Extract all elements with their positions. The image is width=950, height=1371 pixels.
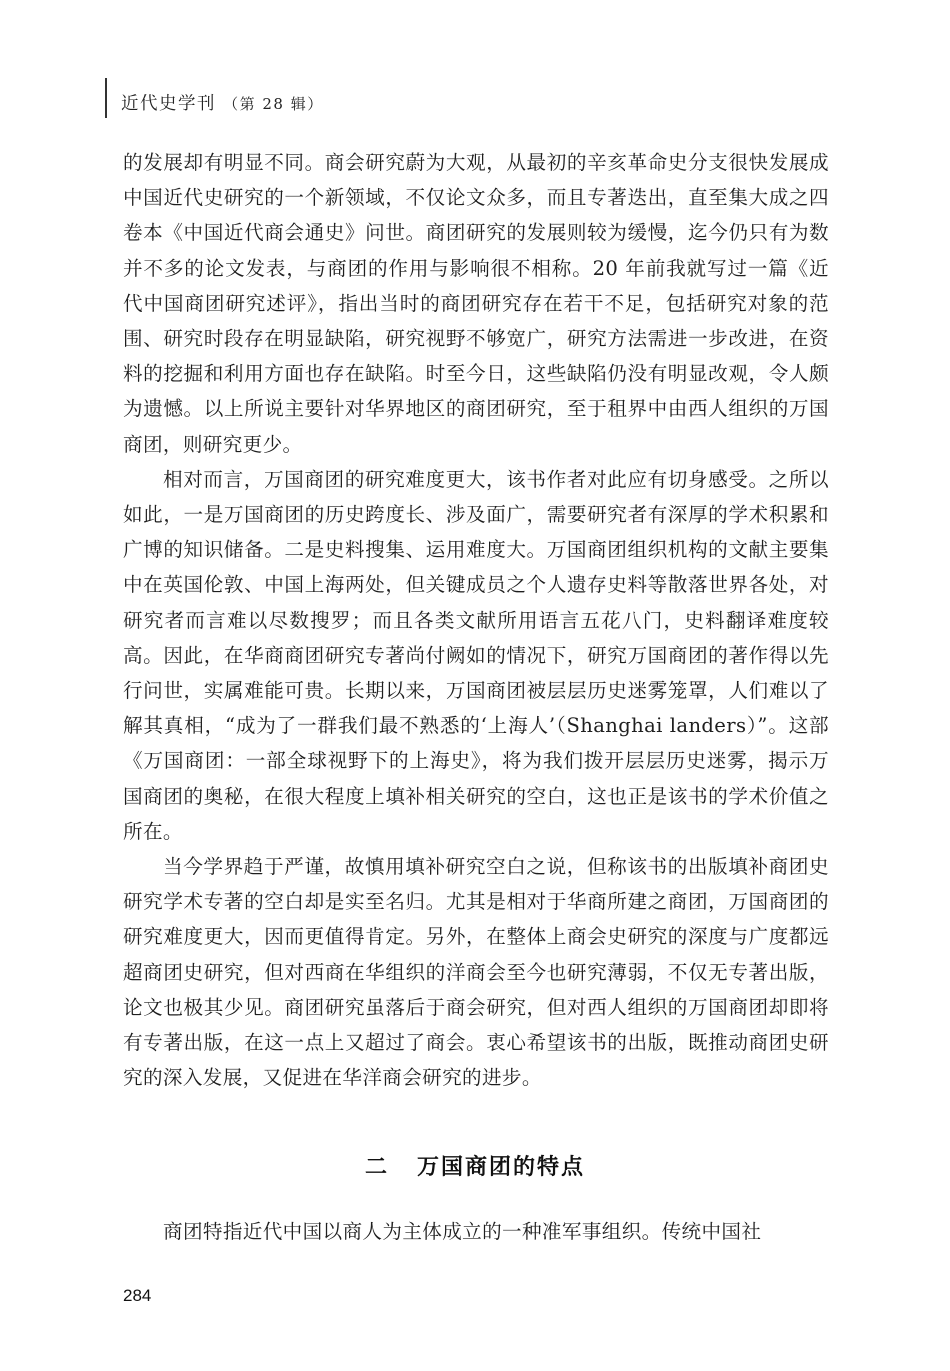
body-text — [123, 145, 829, 1095]
paragraph-2: 相对而言，万国商团的研究难度更大，该书作者对此应有切身感受。之所以如此，一是万国商团的历史跨度长、涉及面广，需要研究者有深厚的学术积累和广博的知识储备。二是史料搜集、运用难度大。万国商团组织机构的文献主要集中在英国伦敦、中国上海两处，但关键成员之个人遗存史料等散落世界各处，对研究者而言难以尽数搜罗；而且各类文献所用语言五花八门，史料翻译难度较高。因此，在华商商团研究专著尚付阙如的情况下，研究万国商团的著作得以先行问世，实属难能可贵。长期以来，万国商团被层层历史迷雾笼罩，人们难以了解其真相，“成为了一群我们最不熟悉的‘上海人’（Shanghai landers）”。这部《万国商团：一部全球视野下的上海史》，将为我们拨开层层历史迷雾，揭示万国商团的奥秘，在很大程度上填补相关研究的空白，这也正是该书的学术价值之所在。 — [123, 467, 829, 843]
section-title: 万国商团的特点 — [417, 1155, 586, 1180]
paragraph-4: 商团特指近代中国以商人为主体成立的一种准军事组织。传统中国社 — [163, 1220, 762, 1243]
journal-title: 近代史学刊 — [121, 94, 216, 114]
issue-number: （第 28 辑） — [223, 95, 324, 113]
running-head — [121, 90, 324, 115]
header-rule — [105, 78, 107, 118]
paragraph-1: 的发展却有明显不同。商会研究蔚为大观，从最初的辛亥革命史分支很快发展成中国近代史研究的一个新领域，不仅论文众多，而且专著迭出，直至集大成之四卷本《中国近代商会通史》问世。商团研究的发展则较为缓慢，迄今仍只有为数并不多的论文发表，与商团的作用与影响很不相称。20 年前我就写过一篇《近代中国商团研究述评》，指出当时的商团研究存在若干不足，包括研究对象的范围、研究时段存在明显缺陷，研究视野不够宽广，研究方法需进一步改进，在资料的挖掘和利用方面也存在缺陷。时至今日，这些缺陷仍没有明显改观，令人颇为遗憾。以上所说主要针对华界地区的商团研究，至于租界中由西人组织的万国商团，则研究更少。 — [123, 151, 829, 456]
section-heading — [0, 1150, 950, 1181]
section-body — [123, 1214, 829, 1249]
paragraph-3: 当今学界趋于严谨，故慎用填补研究空白之说，但称该书的出版填补商团史研究学术专著的空白却是实至名归。尤其是相对于华商所建之商团，万国商团的研究难度更大，因而更值得肯定。另外，在整体上商会史研究的深度与广度都远超商团史研究，但对西商在华组织的洋商会至今也研究薄弱，不仅无专著出版，论文也极其少见。商团研究虽落后于商会研究，但对西人组织的万国商团却即将有专著出版，在这一点上又超过了商会。衷心希望该书的出版，既推动商团史研究的深入发展，又促进在华洋商会研究的进步。 — [123, 855, 829, 1090]
page-number: 284 — [123, 1286, 152, 1305]
section-number: 二 — [364, 1155, 389, 1180]
